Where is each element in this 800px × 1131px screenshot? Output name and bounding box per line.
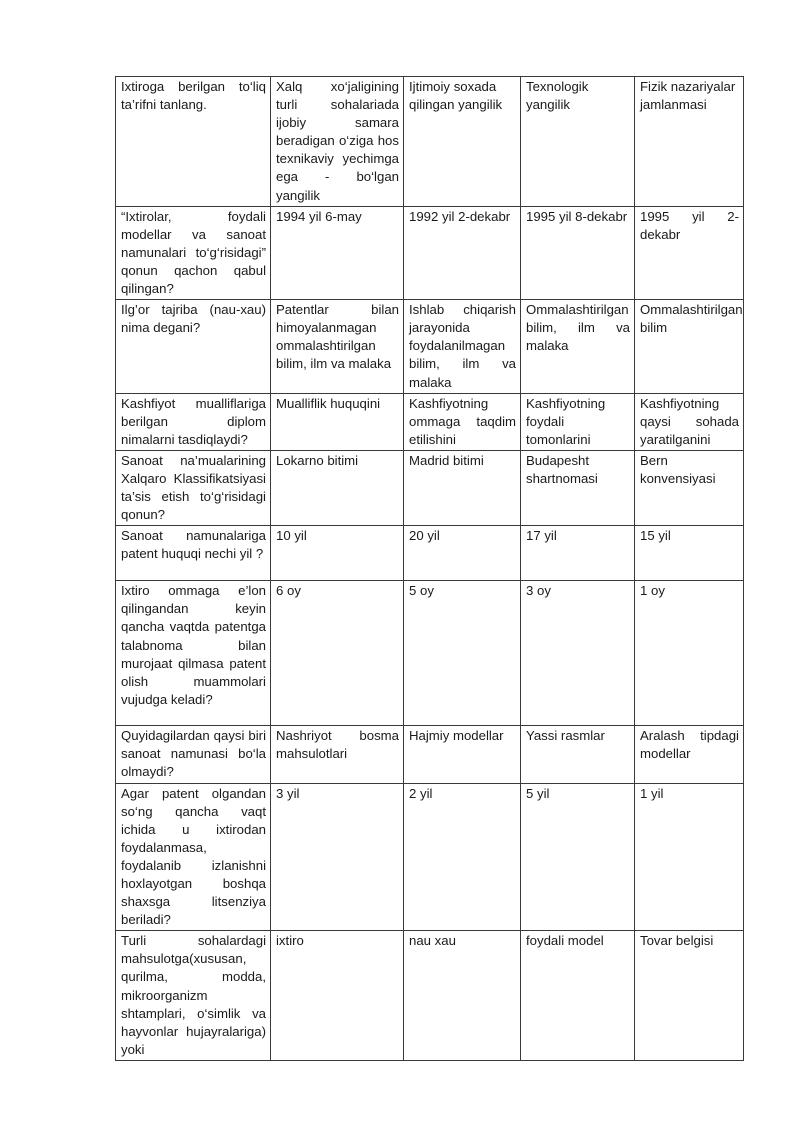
question-cell: “Ixtirolar, foydali modellar va sanoat namunalari to‘g‘risidagi” qonun qachon qabul qilingan? (116, 206, 271, 299)
answer-option-b: Kashfiyotning ommaga taqdim etilishini (404, 393, 521, 450)
answer-option-b: Ishlab chiqarish jarayonida foydalanilmagan bilim, ilm va malaka (404, 300, 521, 393)
answer-option-d: Tovar belgisi (635, 931, 744, 1061)
answer-option-c: Texnologik yangilik (521, 77, 635, 207)
table-row (116, 931, 744, 1061)
answer-option-b: 20 yil (404, 526, 521, 581)
question-cell: Ilg’or tajriba (nau-xau) nima degani? (116, 300, 271, 393)
answer-option-a: Mualliflik huquqini (271, 393, 404, 450)
answer-option-d: 1 oy (635, 581, 744, 726)
table-row (116, 783, 744, 931)
answer-option-b: 1992 yil 2-dekabr (404, 206, 521, 299)
question-cell: Ixtiroga berilgan to‘liq ta’rifni tanlang. (116, 77, 271, 207)
question-cell: Sanoat namunalariga patent huquqi nechi yil ? (116, 526, 271, 581)
table-row (116, 581, 744, 726)
question-cell: Quyidagilardan qaysi biri sanoat namunasi bo‘la olmaydi? (116, 726, 271, 783)
question-cell: Ixtiro ommaga e’lon qilingandan keyin qancha vaqtda patentga talabnoma bilan murojaat qilmasa patent olish muammolari vujudga keladi? (116, 581, 271, 726)
answer-option-c: Ommalashtirilgan bilim, ilm va malaka (521, 300, 635, 393)
answer-option-c: Kashfiyotning foydali tomonlarini (521, 393, 635, 450)
answer-option-d: Bern konvensiyasi (635, 450, 744, 525)
question-cell: Sanoat na’mualarining Xalqaro Klassifikatsiyasi ta’sis etish to‘g‘risidagi qonun? (116, 450, 271, 525)
answer-option-b: 5 oy (404, 581, 521, 726)
answer-option-d: Kashfiyotning qaysi sohada yaratilganini (635, 393, 744, 450)
answer-option-a: Nashriyot bosma mahsulotlari (271, 726, 404, 783)
table-row (116, 726, 744, 783)
answer-option-c: 3 oy (521, 581, 635, 726)
answer-option-d: Ommalashtirilgan bilim (635, 300, 744, 393)
answer-option-b: Madrid bitimi (404, 450, 521, 525)
answer-option-d: 1995 yil 2-dekabr (635, 206, 744, 299)
answer-option-b: Ijtimoiy soxada qilingan yangilik (404, 77, 521, 207)
question-cell: Turli sohalardagi mahsulotga(xususan, qurilma, modda, mikroorganizm shtamplari, o‘simlik va hayvonlar hujayralariga) yoki (116, 931, 271, 1061)
answer-option-c: Yassi rasmlar (521, 726, 635, 783)
answer-option-c: foydali model (521, 931, 635, 1061)
answer-option-a: Lokarno bitimi (271, 450, 404, 525)
question-table (115, 76, 744, 1061)
answer-option-a: ixtiro (271, 931, 404, 1061)
table-row (116, 300, 744, 393)
answer-option-c: 17 yil (521, 526, 635, 581)
table-row (116, 450, 744, 525)
answer-option-c: 5 yil (521, 783, 635, 931)
answer-option-a: 1994 yil 6-may (271, 206, 404, 299)
answer-option-d: 1 yil (635, 783, 744, 931)
answer-option-a: Patentlar bilan himoyalanmagan ommalashtirilgan bilim, ilm va malaka (271, 300, 404, 393)
answer-option-d: Aralash tipdagi modellar (635, 726, 744, 783)
question-cell: Kashfiyot mualliflariga berilgan diplom nimalarni tasdiqlaydi? (116, 393, 271, 450)
answer-option-d: Fizik nazariyalar jamlanmasi (635, 77, 744, 207)
answer-option-a: Xalq xo‘jaligining turli sohalariada ijobiy samara beradigan o‘ziga hos texnikaviy yechimga ega - bo‘lgan yangilik (271, 77, 404, 207)
table-row (116, 77, 744, 207)
answer-option-c: Budapesht shartnomasi (521, 450, 635, 525)
answer-option-b: Hajmiy modellar (404, 726, 521, 783)
answer-option-b: nau xau (404, 931, 521, 1061)
answer-option-a: 6 oy (271, 581, 404, 726)
answer-option-c: 1995 yil 8-dekabr (521, 206, 635, 299)
table-row (116, 393, 744, 450)
table-row (116, 206, 744, 299)
answer-option-a: 10 yil (271, 526, 404, 581)
answer-option-b: 2 yil (404, 783, 521, 931)
answer-option-d: 15 yil (635, 526, 744, 581)
question-cell: Agar patent olgandan so‘ng qancha vaqt ichida u ixtirodan foydalanmasa, foydalanib izlanishni hoxlayotgan boshqa shaxsga litsenziya beriladi? (116, 783, 271, 931)
answer-option-a: 3 yil (271, 783, 404, 931)
table-row (116, 526, 744, 581)
